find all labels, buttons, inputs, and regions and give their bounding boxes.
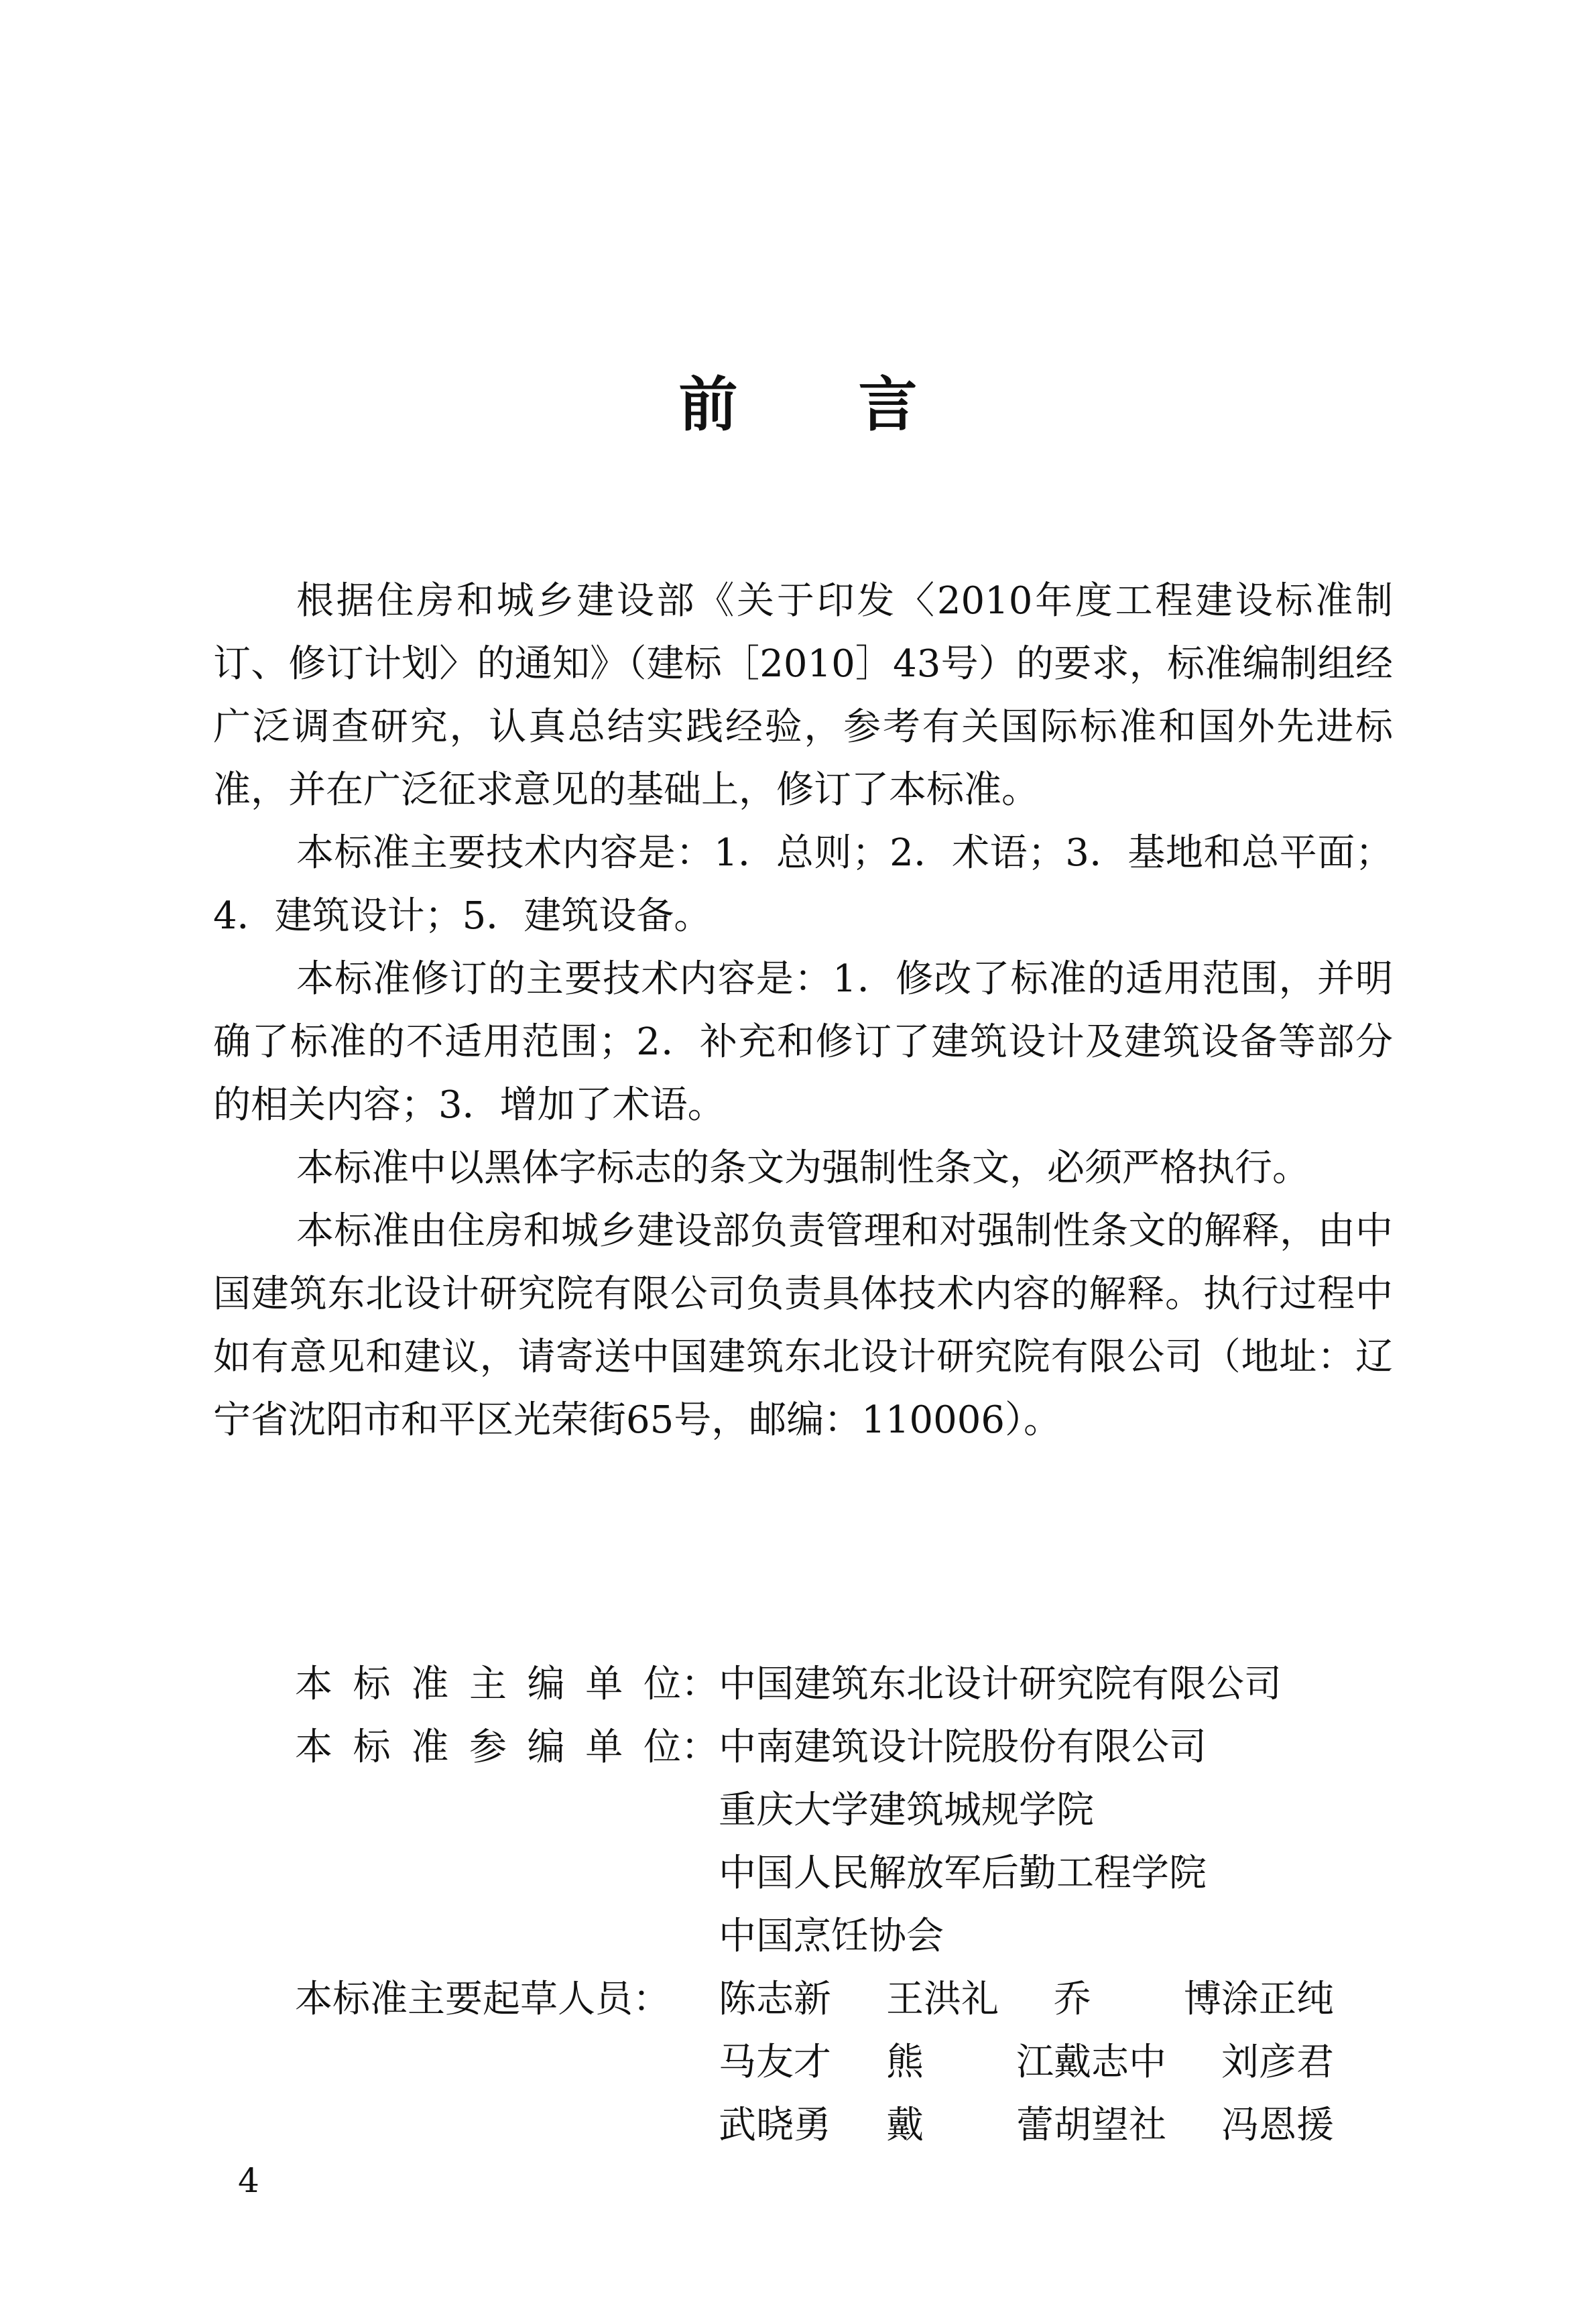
chief-unit-row: [295, 1653, 1394, 1716]
name-char: 熊: [886, 2041, 924, 2084]
paragraph-management-contact: 本标准由住房和城乡建设部负责管理和对强制性条文的解释，由中国建筑东北设计研究院有限公司负责具体技术内容的解释。执行过程中如有意见和建议，请寄送中国建筑东北设计研究院有限公司（地址：辽宁省沈阳市和平区光荣街65号，邮编：110006）。: [213, 1209, 1393, 1442]
participating-unit-value: 中国人民解放军后勤工程学院: [719, 1851, 1207, 1895]
drafter-name: [886, 2031, 1054, 2094]
label-char: 编: [527, 1662, 565, 1706]
name-char: 博: [1184, 1978, 1221, 2021]
participating-unit-row: [295, 1905, 1394, 1968]
label-char: 主: [469, 1662, 507, 1706]
paragraph-main-content: 本标准主要技术内容是：1．总则；2．术语；3．基地和总平面；4．建筑设计；5．建筑设备。: [213, 831, 1393, 938]
indent-spacer: [295, 1779, 719, 1842]
page-number: 4: [238, 2161, 259, 2200]
label-char: 准: [411, 1725, 449, 1769]
label-char: 编: [527, 1725, 565, 1769]
label-char: 单: [585, 1662, 623, 1706]
indent-spacer: [295, 2031, 719, 2094]
drafters-label: 本标准主要起草人员：: [295, 1978, 670, 2021]
label-char: 位：: [643, 1725, 719, 1769]
preface-body: [213, 570, 1393, 1452]
label-char: 准: [411, 1662, 449, 1706]
label-char: 参: [469, 1725, 507, 1769]
drafter-name: 涂正纯: [1221, 1978, 1334, 2021]
indent-spacer: [295, 1905, 719, 1968]
paragraph-mandatory-clauses: 本标准中以黑体字标志的条文为强制性条文，必须严格执行。: [296, 1146, 1310, 1190]
indent-spacer: [295, 1842, 719, 1905]
participating-unit-row: [295, 1842, 1394, 1905]
label-char: 本: [295, 1662, 332, 1706]
label-char: 标: [353, 1725, 391, 1769]
participating-unit-value: 中南建筑设计院股份有限公司: [719, 1725, 1207, 1769]
drafter-name: 胡望社: [1054, 2104, 1166, 2147]
indent-spacer: [295, 2094, 719, 2157]
name-char: 江: [1016, 2041, 1054, 2084]
participating-unit-value: 中国烹饪协会: [719, 1914, 944, 1958]
drafter-name: 戴志中: [1054, 2041, 1166, 2084]
drafter-name: [1054, 1968, 1221, 2031]
drafters-row: [295, 2031, 1394, 2094]
participating-unit-value: 重庆大学建筑城规学院: [719, 1788, 1094, 1832]
name-char: 戴: [886, 2104, 924, 2147]
name-char: 乔: [1054, 1978, 1091, 2021]
paragraph-revision-content: 本标准修订的主要技术内容是：1．修改了标准的适用范围，并明确了标准的不适用范围；2．补充和修订了建筑设计及建筑设备等部分的相关内容；3．增加了术语。: [213, 957, 1393, 1127]
participating-unit-row: [295, 1779, 1394, 1842]
drafter-name: 王洪礼: [886, 1978, 999, 2021]
chief-unit-label: [295, 1653, 719, 1716]
paragraph-basis: 根据住房和城乡建设部《关于印发〈2010年度工程建设标准制订、修订计划〉的通知》（建标［2010］43号）的要求，标准编制组经广泛调查研究，认真总结实践经验，参考有关国际标准和国外先进标准，并在广泛征求意见的基础上，修订了本标准。: [213, 579, 1393, 812]
label-char: 单: [585, 1725, 623, 1769]
label-char: 标: [353, 1662, 391, 1706]
participating-unit-row: [295, 1716, 1394, 1779]
drafter-name: 陈志新: [719, 1978, 831, 2021]
drafter-name: [886, 2094, 1054, 2157]
drafter-name: 冯恩援: [1221, 2104, 1334, 2147]
label-char: 本: [295, 1725, 332, 1769]
label-char: 位：: [643, 1662, 719, 1706]
drafter-name: 武晓勇: [719, 2104, 831, 2147]
name-char: 蕾: [1016, 2104, 1054, 2147]
drafter-name: 刘彦君: [1221, 2041, 1334, 2084]
page-title: 前言: [678, 370, 1038, 439]
units-and-drafters: [295, 1653, 1394, 2157]
participating-unit-label: [295, 1716, 719, 1779]
drafter-name: 马友才: [719, 2041, 831, 2084]
chief-unit-value: 中国建筑东北设计研究院有限公司: [719, 1662, 1282, 1706]
drafters-row: [295, 1968, 1394, 2031]
drafters-row: [295, 2094, 1394, 2157]
